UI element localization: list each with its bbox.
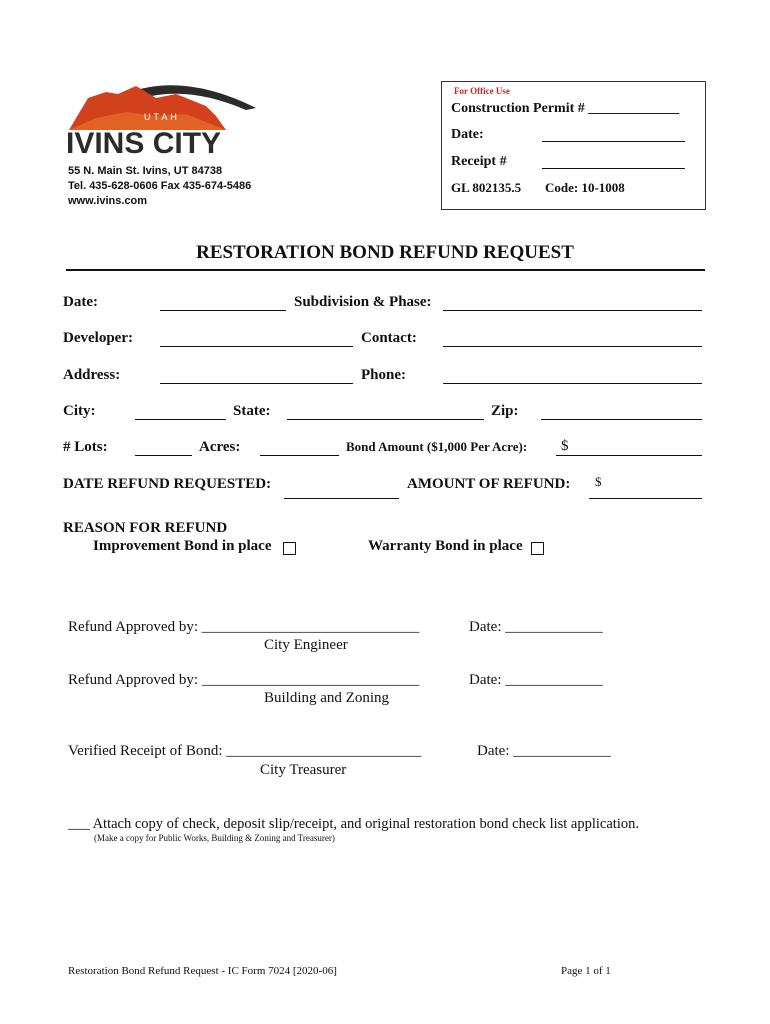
- city-label: City:: [63, 403, 96, 419]
- zip-field[interactable]: [541, 419, 702, 420]
- zip-label: Zip:: [491, 403, 519, 419]
- date-label: Date:: [63, 294, 98, 310]
- bond-amount-field[interactable]: [556, 455, 702, 456]
- footer-page-number: Page 1 of 1: [561, 965, 611, 977]
- attach-note: (Make a copy for Public Works, Building & Zoning and Treasurer): [94, 833, 335, 843]
- amount-refund-field[interactable]: [589, 498, 702, 499]
- bond-amount-label: Bond Amount ($1,000 Per Acre):: [346, 439, 528, 454]
- date-refund-field[interactable]: [284, 498, 399, 499]
- treasurer-date[interactable]: Date: _____________: [477, 743, 611, 759]
- date-refund-label: DATE REFUND REQUESTED:: [63, 476, 272, 492]
- lots-field[interactable]: [135, 455, 192, 456]
- city-field[interactable]: [135, 419, 226, 420]
- acres-label: Acres:: [199, 439, 241, 455]
- improvement-bond-checkbox[interactable]: [283, 542, 296, 555]
- building-zoning-role: Building and Zoning: [264, 690, 389, 706]
- city-engineer-role: City Engineer: [264, 637, 348, 653]
- subdivision-field[interactable]: [443, 310, 702, 311]
- office-use-heading: For Office Use: [454, 86, 510, 96]
- city-phone-fax: Tel. 435-628-0606 Fax 435-674-5486: [68, 180, 252, 192]
- office-date-label: Date:: [451, 127, 484, 142]
- engineer-date[interactable]: Date: _____________: [469, 619, 603, 635]
- amount-refund-label: AMOUNT OF REFUND:: [407, 476, 571, 492]
- page-title: RESTORATION BOND REFUND REQUEST: [196, 242, 574, 263]
- amount-refund-dollar: $: [595, 474, 602, 489]
- bond-amount-dollar: $: [561, 438, 569, 454]
- city-address: 55 N. Main St. Ivins, UT 84738: [68, 165, 223, 177]
- ivins-city-logo: [66, 68, 266, 168]
- refund-approved-engineer[interactable]: Refund Approved by: _____________________________: [68, 619, 420, 635]
- office-use-box: [441, 81, 706, 210]
- refund-approved-building[interactable]: Refund Approved by: _____________________________: [68, 672, 420, 688]
- reason-heading: REASON FOR REFUND: [63, 520, 228, 536]
- office-date-line[interactable]: [542, 141, 685, 142]
- construction-permit-label: Construction Permit # _____________: [451, 101, 680, 116]
- footer-form-name: Restoration Bond Refund Request - IC Form 7024 [2020-06]: [68, 965, 337, 977]
- address-field[interactable]: [160, 383, 353, 384]
- subdivision-label: Subdivision & Phase:: [294, 294, 432, 310]
- developer-field[interactable]: [160, 346, 353, 347]
- phone-label: Phone:: [361, 367, 406, 383]
- contact-label: Contact:: [361, 330, 417, 346]
- warranty-bond-label: Warranty Bond in place: [368, 538, 523, 554]
- improvement-bond-label: Improvement Bond in place: [93, 538, 272, 554]
- building-date[interactable]: Date: _____________: [469, 672, 603, 688]
- developer-label: Developer:: [63, 330, 133, 346]
- city-website: www.ivins.com: [68, 195, 148, 207]
- warranty-bond-checkbox[interactable]: [531, 542, 544, 555]
- address-label: Address:: [63, 367, 121, 383]
- logo-city-text: IVINS CITY: [66, 127, 222, 160]
- verified-receipt[interactable]: Verified Receipt of Bond: __________________________: [68, 743, 422, 759]
- city-treasurer-role: City Treasurer: [260, 762, 347, 778]
- gl-number: GL 802135.5: [451, 180, 522, 195]
- state-label: State:: [233, 403, 271, 419]
- acres-field[interactable]: [260, 455, 339, 456]
- receipt-label: Receipt #: [451, 154, 507, 169]
- code-number: Code: 10-1008: [545, 180, 625, 195]
- attach-instruction: ___ Attach copy of check, deposit slip/receipt, and original restoration bond check list application.: [68, 816, 639, 832]
- date-field[interactable]: [160, 310, 286, 311]
- lots-label: # Lots:: [63, 439, 108, 455]
- phone-field[interactable]: [443, 383, 702, 384]
- contact-field[interactable]: [443, 346, 702, 347]
- logo-state-text: UTAH: [144, 112, 180, 122]
- title-divider: [66, 269, 705, 271]
- state-field[interactable]: [287, 419, 484, 420]
- receipt-line[interactable]: [542, 168, 685, 169]
